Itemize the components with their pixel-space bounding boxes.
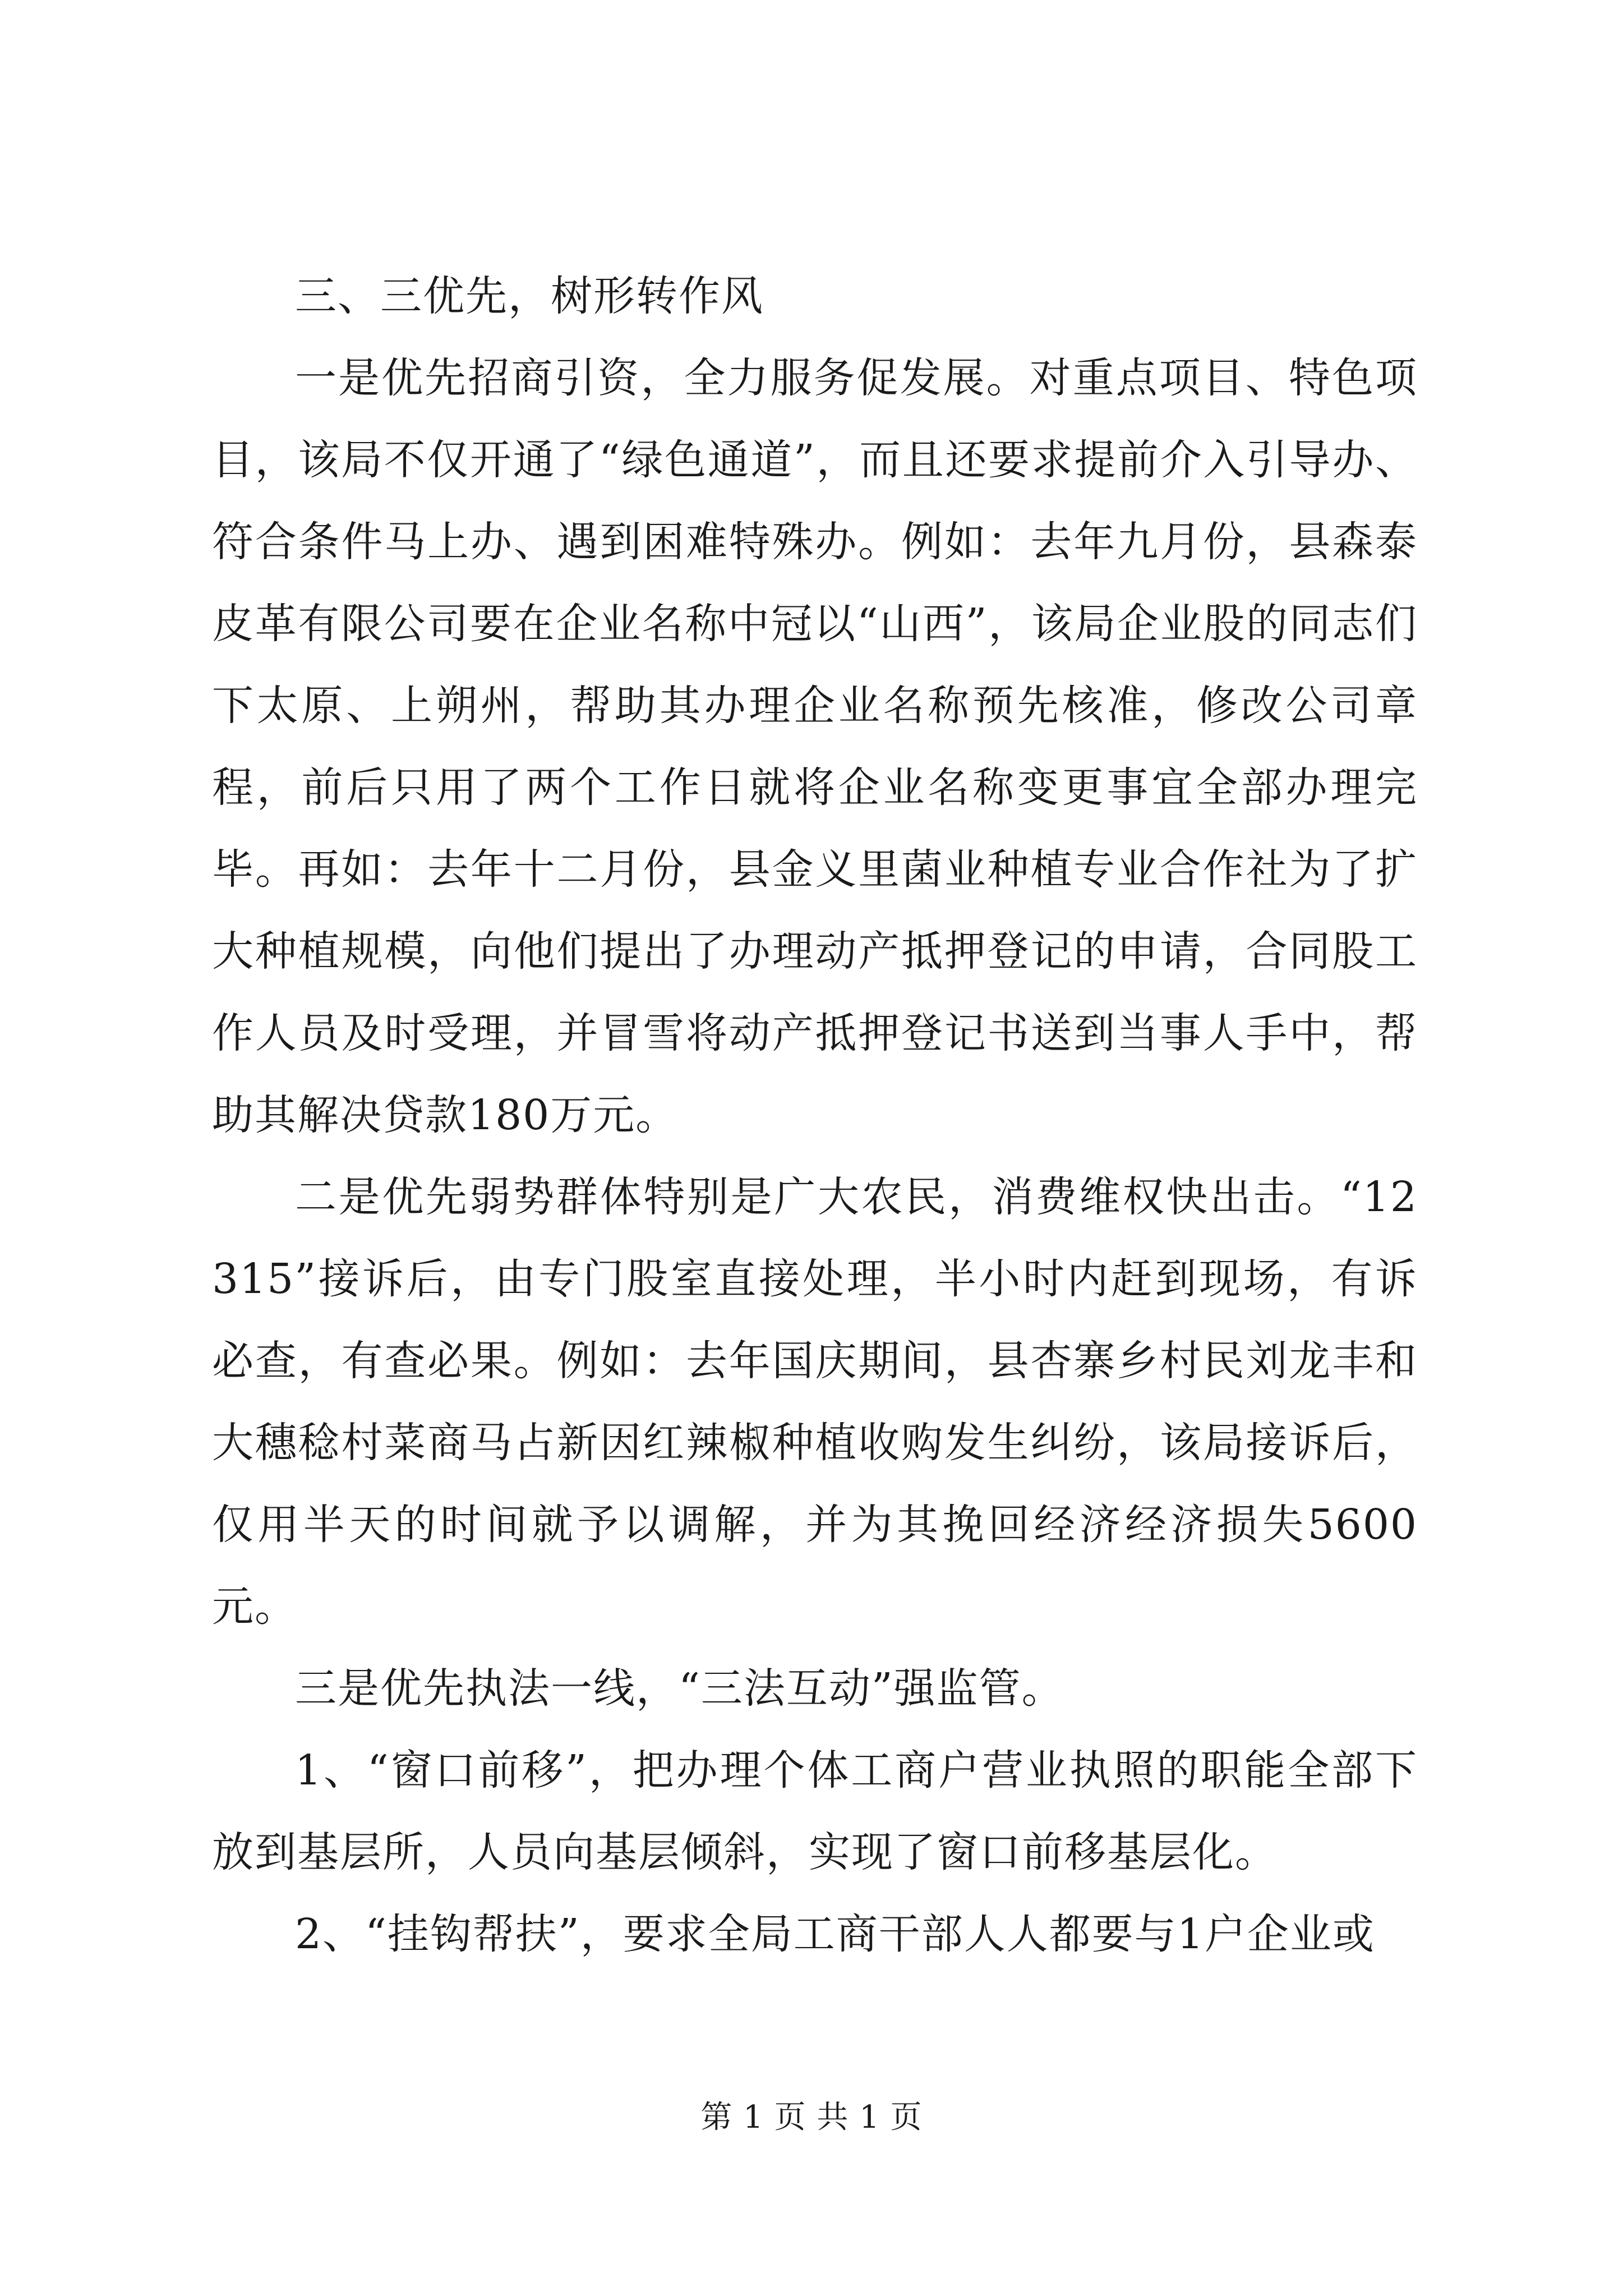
paragraph-5: 2、“挂钩帮扶”，要求全局工商干部人人都要与1户企业或 [295, 1910, 1375, 1958]
section-heading: 三、三优先，树形转作风 [295, 272, 764, 320]
page-footer: 第 1 页 共 1 页 [700, 2099, 923, 2136]
paragraph-4: 1、“窗口前移”，把办理个体工商户营业执照的职能全部下放到基层所，人员向基层倾斜，实现了窗口前移基层化。 [212, 1746, 1418, 1876]
paragraph-1: 一是优先招商引资，全力服务促发展。对重点项目、特色项目，该局不仅开通了“绿色通道”，而且还要求提前介入引导办、符合条件马上办、遇到困难特殊办。例如：去年九月份，县森泰皮革有限公司要在企业名称中冠以“山西”，该局企业股的同志们下太原、上朔州，帮助其办理企业名称预先核准，修改公司章程，前后只用了两个工作日就将企业名称变更事宜全部办理完毕。再如：去年十二月份，县金义里菌业种植专业合作社为了扩大种植规模，向他们提出了办理动产抵押登记的申请，合同股工作人员及时受理，并冒雪将动产抵押登记书送到当事人手中，帮助其解决贷款180万元。 [212, 354, 1418, 1139]
document-body [212, 255, 1418, 1975]
paragraph-3: 三是优先执法一线，“三法互动”强监管。 [295, 1664, 1064, 1713]
paragraph-2: 二是优先弱势群体特别是广大农民，消费维权快出击。“12315”接诉后，由专门股室直接处理，半小时内赶到现场，有诉必查，有查必果。例如：去年国庆期间，县杏寨乡村民刘龙丰和大穗稔村菜商马占新因红辣椒种植收购发生纠纷，该局接诉后，仅用半天的时间就予以调解，并为其挽回经济经济损失5600元。 [212, 1173, 1418, 1631]
